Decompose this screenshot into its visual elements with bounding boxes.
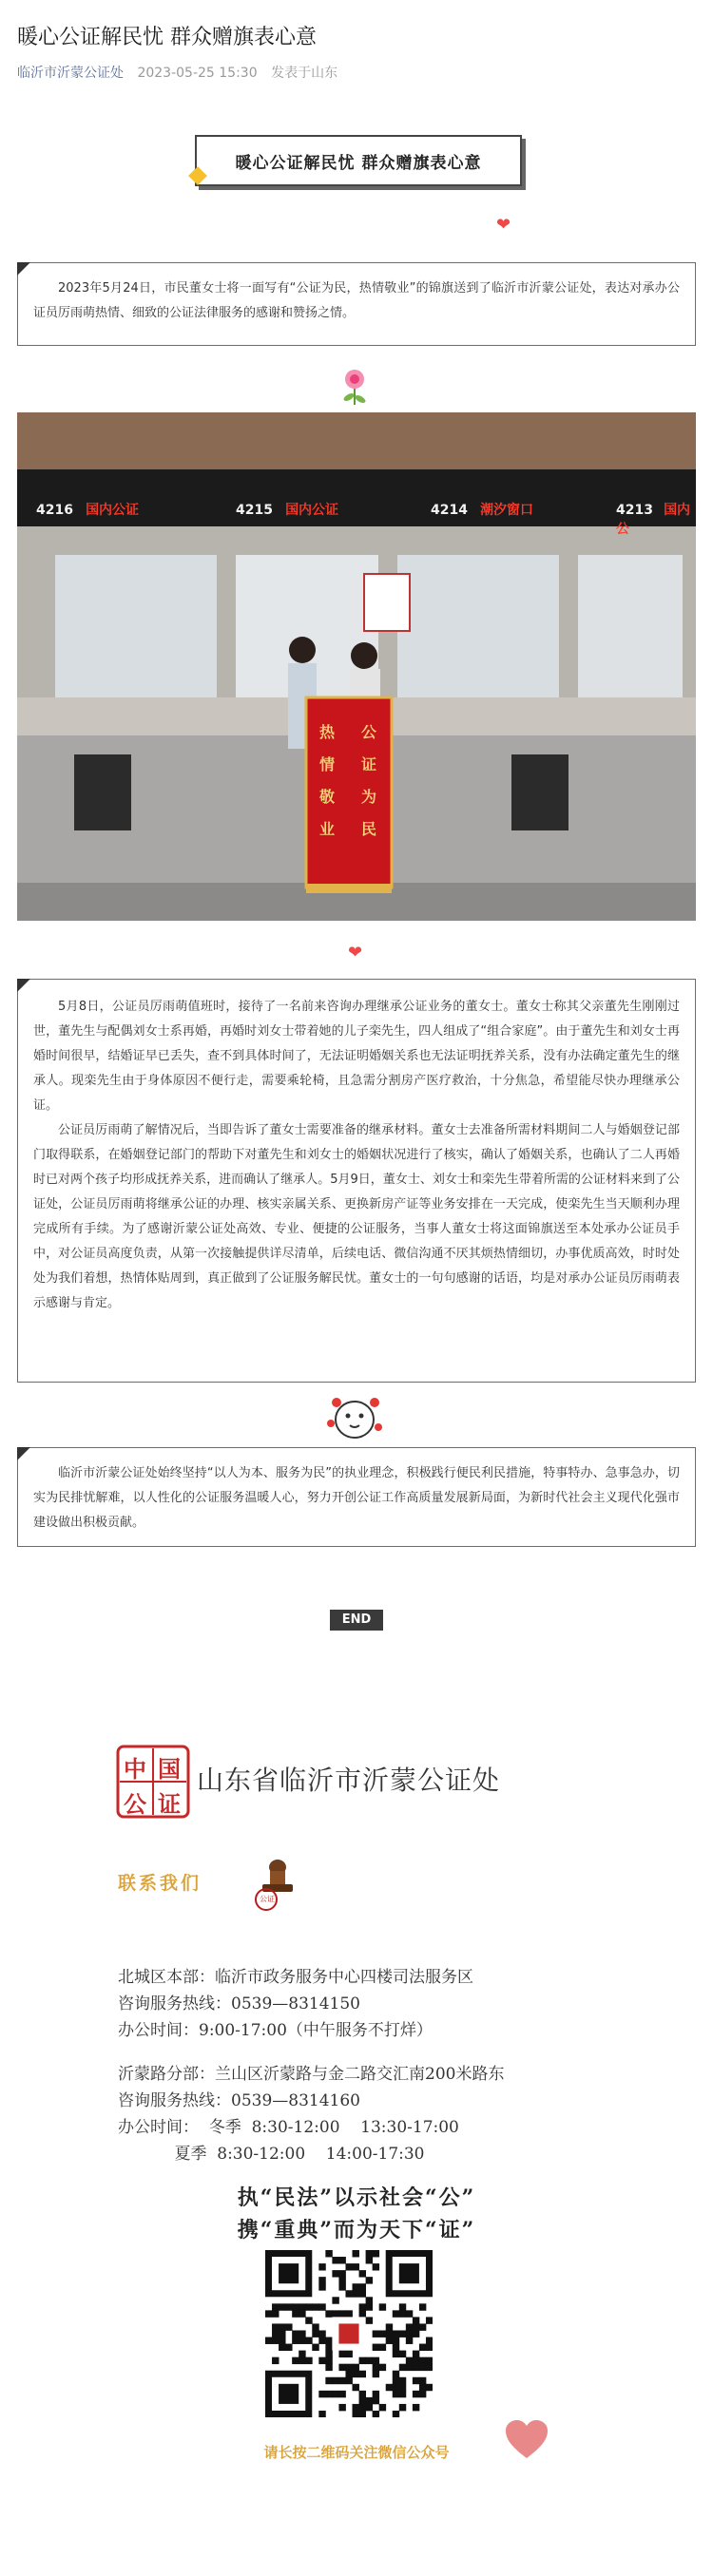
publish-datetime: 2023-05-25 15:30 <box>137 66 258 81</box>
counter-sign-4216 <box>36 500 139 519</box>
counter-sign-4215 <box>236 500 338 519</box>
account-link[interactable]: 临沂市沂蒙公证处 <box>17 66 124 81</box>
article-title: 暖心公证解民忧 群众赠旗表心意 <box>17 26 317 49</box>
yimeng-address: 沂蒙路分部：兰山区沂蒙路与金二路交汇南200米路东 <box>118 2065 505 2084</box>
yimeng-hours-summer: 夏季 8:30-12:00 14:00-17:30 <box>118 2145 425 2164</box>
slogan-line-2: 携“重典”而为天下“证” <box>237 2218 476 2242</box>
story-paragraph: 公证员厉雨萌了解情况后，当即告诉了董女士需要准备的继承材料。董女士去准备所需材料期间二人与婚姻登记部门取得联系，在婚姻登记部门的帮助下对董先生和刘女士的婚姻状况进行了核实，确认了婚姻关系，也确认了二人再婚时已对两个孩子均形成抚养关系，进而确认了继承人。5月9日，董女士、刘女士和栾先生带着所需的公证材料来到了公证处，公证员厉雨萌将继承公证的办理、核实亲属关系、更换新房产证等业务安排在一天完成，使栾先生当天顺利办理完成所有手续。为了感谢沂蒙公证处高效、专业、便捷的公证服务，当事人董女士将这面锦旗送至本处承办公证员手中，对公证员高度负责，从第一次接触提供详尽清单，后续电话、微信沟通不厌其烦热情细切，办事优质高效，时时处处为我们着想，热情体贴周到，真正做到了公证服务解民忧。董女士的一句句感谢的话语，均是对承办公证员厉雨萌表示感谢与肯定。 <box>33 1123 680 1310</box>
closing-paragraph: 临沂市沂蒙公证处始终坚持“以人为本、服务为民”的执业理念，积极践行便民利民措施，特事特办、急事急办，切实为民排忧解难，以人性化的公证服务温暖人心，努力开创公证工作高质量发展新局面，为新时代社会主义现代化强市建设做出积极贡献。 <box>33 1466 680 1530</box>
end-label: END <box>330 1610 383 1631</box>
slogan-line-1: 执“民法”以示社会“公” <box>237 2185 476 2210</box>
cartoon-mascot-icon <box>325 1389 384 1444</box>
counter-number: 4215 <box>236 503 273 518</box>
counter-number: 4214 <box>431 503 468 518</box>
north-hours: 办公时间：9:00-17:00（中午服务不打烊） <box>118 2021 433 2040</box>
intro-paragraph: 2023年5月24日，市民董女士将一面写有“公证为民，热情敬业”的锦旗送到了临沂市沂蒙公证处，表达对承办公证员厉雨萌热情、细致的公证法律服务的感谢和赞扬之情。 <box>33 281 680 320</box>
award-photo <box>17 412 696 921</box>
corner-decoration <box>17 262 30 276</box>
seal-char: 公 <box>124 1790 146 1818</box>
qr-caption: 请长按二维码关注微信公众号 <box>263 2444 450 2461</box>
yimeng-hotline: 咨询服务热线：0539—8314160 <box>118 2091 360 2110</box>
section-banner <box>195 135 522 186</box>
flower-icon <box>337 367 372 407</box>
notary-seal-logo <box>116 1745 190 1819</box>
article-meta <box>17 63 347 82</box>
north-hotline: 咨询服务热线：0539—8314150 <box>118 1994 360 2013</box>
stamp-text: 公证 <box>260 1895 275 1903</box>
corner-decoration <box>17 979 30 992</box>
corner-decoration <box>17 1447 30 1460</box>
counter-number: 4216 <box>36 503 73 518</box>
publish-location: 发表于山东 <box>271 66 338 81</box>
heart-icon: ❤ <box>348 943 363 963</box>
banner-text: 暖心公证解民忧 群众赠旗表心意 <box>235 154 482 173</box>
seal-char: 国 <box>158 1755 181 1783</box>
counter-name: 国内公 <box>616 503 691 537</box>
heart-icon: ❤ <box>496 215 511 235</box>
pennant-text-left: 热情敬业 <box>319 723 336 838</box>
counter-name: 国内公证 <box>285 503 339 518</box>
wechat-qr-code[interactable] <box>265 2250 433 2417</box>
seal-char: 证 <box>158 1790 181 1818</box>
counter-name: 潮汐窗口 <box>480 503 534 518</box>
north-address: 北城区本部：临沂市政务服务中心四楼司法服务区 <box>118 1968 473 1987</box>
contact-title: 联系我们 <box>118 1873 202 1894</box>
story-paragraph: 5月8日，公证员厉雨萌值班时，接待了一名前来咨询办理继承公证业务的董女士。董女士称其父亲董先生刚刚过世，董先生与配偶刘女士系再婚，再婚时刘女士带着她的儿子栾先生，四人组成了“组合家庭”。由于董先生和刘女士再婚时间很早，结婚证早已丢失，查不到具体时间了，无法证明婚姻关系也无法证明抚养关系，没有办法确定董先生的继承人。现栾先生由于身体原因不便行走，需要乘轮椅，且急需分割房产医疗救治，十分焦急，希望能尽快办理继承公证。 <box>33 1000 680 1113</box>
office-name: 山东省临沂市沂蒙公证处 <box>197 1765 501 1796</box>
counter-sign-4214 <box>431 500 533 519</box>
counter-name: 国内公证 <box>86 503 140 518</box>
pennant-text-right: 公证为民 <box>361 723 377 838</box>
counter-number: 4213 <box>616 503 653 518</box>
intro-box <box>17 262 696 346</box>
notary-stamp-icon <box>249 1858 316 1911</box>
story-box <box>17 979 696 1383</box>
seal-char: 中 <box>124 1755 146 1783</box>
closing-box <box>17 1447 696 1547</box>
yimeng-hours-winter: 办公时间： 冬季 8:30-12:00 13:30-17:00 <box>118 2118 459 2137</box>
counter-sign-4213 <box>616 500 696 538</box>
